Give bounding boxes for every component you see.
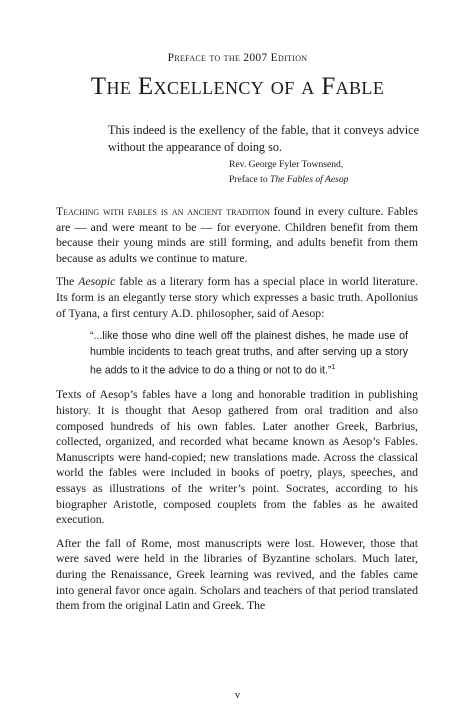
epigraph-source xyxy=(229,173,429,188)
block-quote-text: “...like those who dine well off the plainest dishes, he made use of humble incidents to teach great truths, and after serving up a story he adds to it the advice to do a thing or not to do it.” xyxy=(90,330,408,377)
epigraph xyxy=(108,122,419,156)
paragraph-2-rest: fable as a literary form has a special place in world literature. Its form is an elegantly terse story which expresses a basic truth. Apollonius of Tyana, a first century A.D. philosopher, said of Aesop: xyxy=(56,275,418,320)
epigraph-text: This indeed is the exellency of the fable, that it conveys advice without the appearance of doing so. xyxy=(108,123,419,154)
paragraph-4: After the fall of Rome, most manuscripts were lost. However, those that were saved were held in the libraries of Byzantine scholars. Much later, during the Renaissance, Greek learning was revived, and the fables came into general favor once again. Scholars and teachers of that period translated them from the original Latin and Greek. The xyxy=(56,536,418,613)
section-kicker: Preface to the 2007 Edition xyxy=(167,52,308,64)
paragraph-2 xyxy=(56,274,418,321)
paragraph-1-lead: Teaching with fables is an ancient tradition xyxy=(56,205,270,218)
paragraph-2-start: The xyxy=(56,275,79,289)
paragraph-1-rest: found in every culture. Fables are — and were meant to be — for everyone. Children benefit from them because their young minds are still forming, and adults benefit from them because as adults we continue to mature. xyxy=(56,205,418,265)
page-number: v xyxy=(234,690,241,701)
epigraph-source-title: The Fables of Aesop xyxy=(270,173,349,185)
chapter-title: The Excellency of a Fable xyxy=(90,73,385,100)
epigraph-source-prefix: Preface to xyxy=(229,173,268,185)
footnote-marker[interactable]: 1 xyxy=(331,364,336,372)
epigraph-attribution xyxy=(229,158,429,187)
body-text xyxy=(56,204,418,622)
block-quote xyxy=(56,329,418,379)
paragraph-3: Texts of Aesop’s fables have a long and honorable tradition in publishing history. It is thought that Aesop gathered from oral tradition and also composed hundreds of his own fables. Later another Greek, Barbrius, collected, organized, and recorded what became known as Aesop’s Fables. Manuscripts were hand-copied; new translations made. Across the classical world the fables were included in books of poetry, plays, speeches, and essays as illustrations of the writer’s point. Socrates, according to his biographer Aristotle, composed couplets from the fables as he awaited execution. xyxy=(56,388,418,527)
paragraph-2-italic: Aesopic xyxy=(78,275,116,289)
paragraph-1 xyxy=(56,204,418,266)
epigraph-author: Rev. George Fyler Townsend, xyxy=(229,159,344,170)
